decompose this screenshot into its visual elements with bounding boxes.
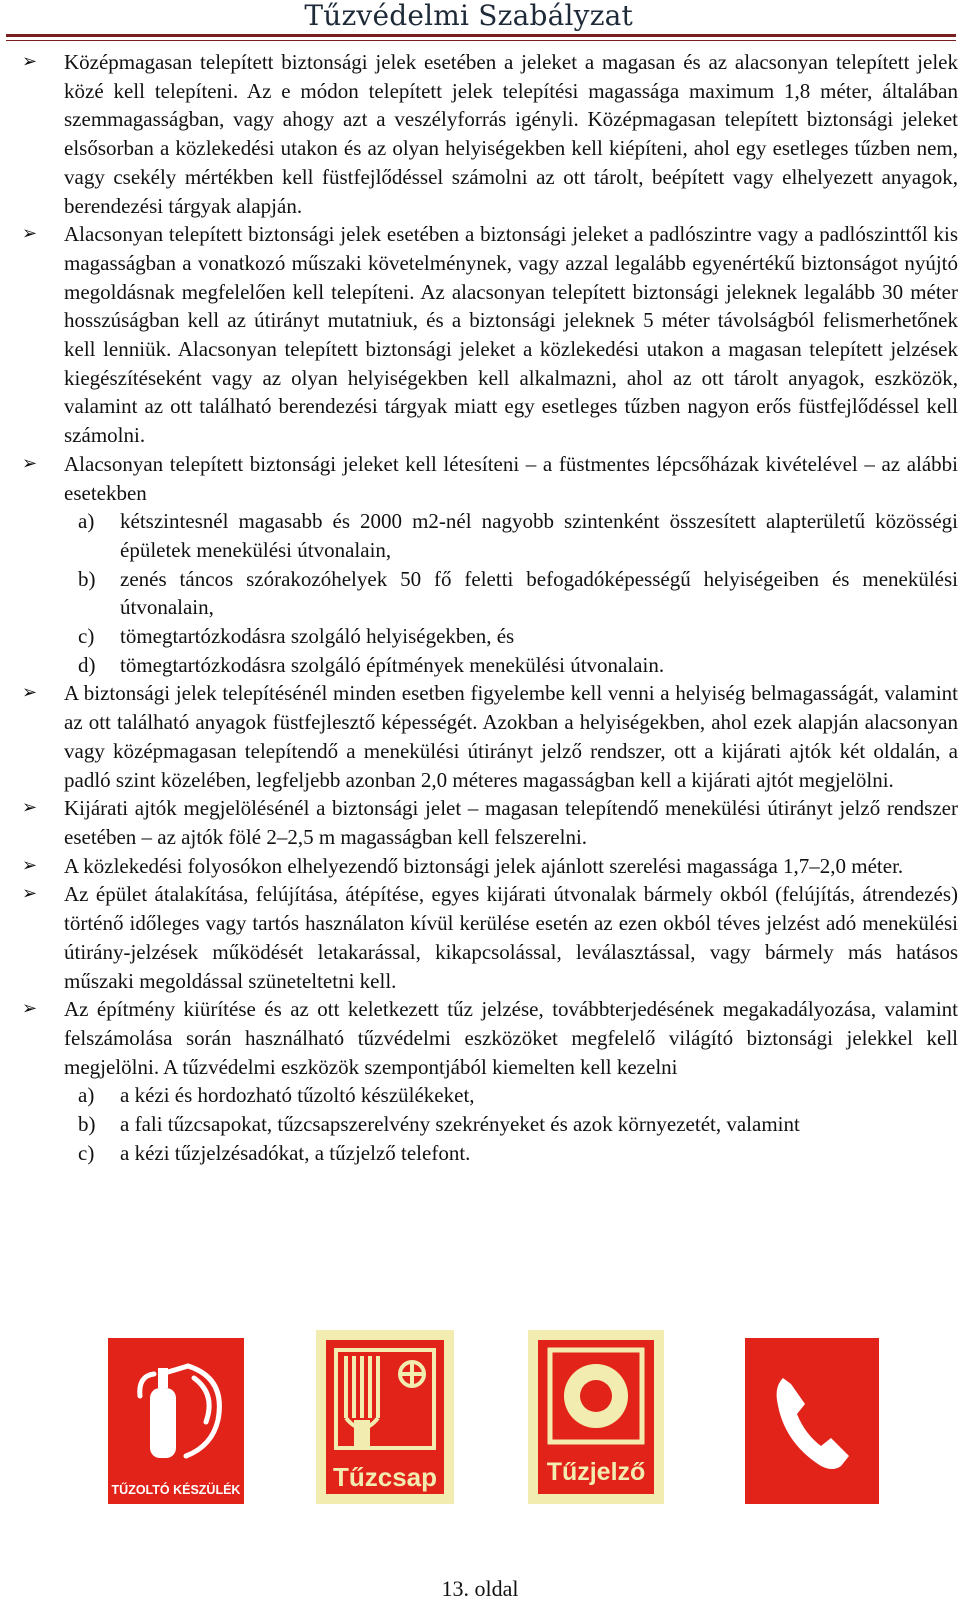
- sub-item-label: a): [78, 1083, 95, 1108]
- arrow-bullet-icon: ➢: [22, 854, 38, 876]
- arrow-bullet-icon: ➢: [22, 51, 38, 72]
- sub-item-text: zenés táncos szórakozóhelyek 50 fő feletti befogadóképességű helyiségeiben és menekülési útvonalain,: [120, 566, 958, 620]
- arrow-bullet-icon: ➢: [22, 998, 38, 1020]
- sub-list-item: [64, 622, 958, 651]
- list-item: [22, 48, 958, 220]
- sub-item-text: tömegtartózkodásra szolgáló építmények menekülési útvonalain.: [120, 652, 665, 677]
- paragraph-text: Középmagasan telepített biztonsági jelek esetében a jeleket a magasan és az alacsonyan telepített jelek közé kell telepíteni. Az e módon telepített jelek telepítési magassága maximum 1,8 méter, általában szemmagasságban, vagy ahogy azt a veszélyforrás igényli. Középmagasan telepített biztonsági jeleket elsősorban a közlekedési utakon és az olyan helyiségekben kell kiépíteni, ahol egy esetleges tűzben nem, vagy csekély mértékben kell füstfejlődéssel számolni az ott tárolt, beépített vagy elhelyezett anyagok, berendezési tárgyak alapján.: [64, 50, 958, 218]
- list-item: [22, 852, 958, 881]
- extinguisher-sign-label: TŰZOLTÓ KÉSZÜLÉK: [111, 1483, 241, 1497]
- arrow-bullet-icon: ➢: [22, 452, 38, 474]
- sub-list-item: [64, 1081, 958, 1110]
- hydrant-sign-label: Tűzcsap: [332, 1462, 438, 1492]
- paragraph-text: A biztonsági jelek telepítésénél minden esetben figyelembe kell venni a helyiség belmagasságát, valamint az ott található anyagok füstfejlesztő képességét. Azokban a helyiségekben, ahol ezek alapján alacsonyan vagy középmagasan telepítendő a menekülési útirányt jelző rendszer, ott a kijárati ajtók két oldalán, a padló szint közelében, legfeljebb azonban 2,0 méteres magasságban kell a kijárati ajtót megjelölni.: [64, 681, 958, 792]
- sub-item-text: a fali tűzcsapokat, tűzcsapszerelvény szekrényeket és azok környezetét, valamint: [120, 1112, 800, 1137]
- fire-alarm-sign: [528, 1330, 664, 1504]
- sub-item-text: a kézi tűzjelzésadókat, a tűzjelző telefont.: [120, 1140, 471, 1165]
- paragraph-text: Alacsonyan telepített biztonsági jeleket kell létesíteni – a füstmentes lépcsőházak kivételével – az alábbi esetekben: [64, 451, 958, 505]
- arrow-bullet-icon: ➢: [22, 883, 38, 905]
- header-rule: [6, 34, 956, 37]
- paragraph-text: Alacsonyan telepített biztonsági jelek esetében a biztonsági jeleket a padlószintre vagy a padlószinttől kis magasságban a vonatkozó műszaki követelménynek, vagy azzal legalább egyenértékű biztonságot nyújtó megoldásnak megfelelően kell telepíteni. Az alacsonyan telepített biztonsági jeleknek legalább 30 méter hosszúságban kell az útirányt mutatniuk, és a biztonsági jeleknek 5 méter távolságból felismerhetőnek kell lenniük. Alacsonyan telepített biztonsági jeleket a közlekedési utakon a magasan telepített jelzések kiegészítéseként vagy az olyan helyiségekben kell alkalmazni, ahol az ott tárolt anyagok, eszközök, valamint az ott található berendezési tárgyak miatt egy esetleges tűzben nagyon erős füstfejlődéssel kell számolni.: [64, 222, 958, 448]
- arrow-bullet-icon: ➢: [22, 797, 38, 819]
- list-item: [22, 450, 958, 680]
- sub-item-text: tömegtartózkodásra szolgáló helyiségekben, és: [120, 624, 515, 649]
- sub-list-item: [64, 1139, 958, 1168]
- fire-extinguisher-sign: [108, 1338, 244, 1504]
- list-item: [22, 679, 958, 794]
- list-item: [22, 220, 958, 450]
- header-rule-thin: [6, 40, 956, 41]
- alarm-sign-label: Tűzjelző: [546, 1458, 646, 1486]
- list-item: [22, 995, 958, 1167]
- paragraph-text: Az épület átalakítása, felújítása, átépítése, egyes kijárati útvonalak bármely okból (felújítás, átrendezés) történő időleges vagy tartós használaton kívül kerülése esetén az ezen okból téves jelzést adó menekülési útirány-jelzések működését letakarással, kikapcsolással, leválasztással, vagy bármely más hatásos műszaki megoldással szüneteltetni kell.: [64, 882, 958, 993]
- list-item: [22, 794, 958, 851]
- sub-item-label: c): [78, 624, 95, 649]
- sub-item-text: kétszintesnél magasabb és 2000 m2-nél nagyobb szintenként összesített alapterületű közösségi épületek menekülési útvonalain,: [120, 509, 958, 562]
- safety-signs-row: [0, 1330, 960, 1505]
- arrow-bullet-icon: ➢: [22, 223, 38, 245]
- arrow-bullet-icon: ➢: [22, 682, 38, 704]
- sub-list-item: [64, 507, 958, 564]
- sub-item-text: a kézi és hordozható tűzoltó készülékeket,: [120, 1083, 475, 1108]
- sub-list-item: [64, 651, 958, 680]
- page-title: Tűzvédelmi Szabályzat: [304, 0, 633, 32]
- emergency-telephone-sign: [745, 1338, 879, 1504]
- paragraph-text: Kijárati ajtók megjelölésénél a biztonsági jelet – magasan telepítendő menekülési útirányt jelző rendszer esetében – az ajtók fölé 2–2,5 m magasságban kell felszerelni.: [64, 796, 958, 849]
- sub-item-label: d): [78, 652, 96, 677]
- paragraph-text: A közlekedési folyosókon elhelyezendő biztonsági jelek ajánlott szerelési magassága 1,7–2,0 méter.: [64, 853, 904, 878]
- sub-item-label: a): [78, 509, 95, 534]
- list-item: [22, 880, 958, 995]
- page-number: 13. oldal: [441, 1576, 519, 1601]
- fire-hydrant-sign: [316, 1330, 454, 1504]
- sub-list-item: [64, 1110, 958, 1139]
- sub-item-label: b): [78, 1112, 96, 1137]
- document-body: [22, 48, 958, 1167]
- sub-list-item: [64, 565, 958, 622]
- sub-item-label: c): [78, 1140, 95, 1165]
- sub-item-label: b): [78, 566, 96, 591]
- paragraph-text: Az építmény kiürítése és az ott keletkezett tűz jelzése, továbbterjedésének megakadályozása, valamint felszámolása során használható tűzvédelmi eszközöket megfelelő világító biztonsági jelekkel kell megjelölni. A tűzvédelmi eszközök szempontjából kiemelten kell kezelni: [64, 997, 958, 1079]
- page-header: [0, 0, 960, 38]
